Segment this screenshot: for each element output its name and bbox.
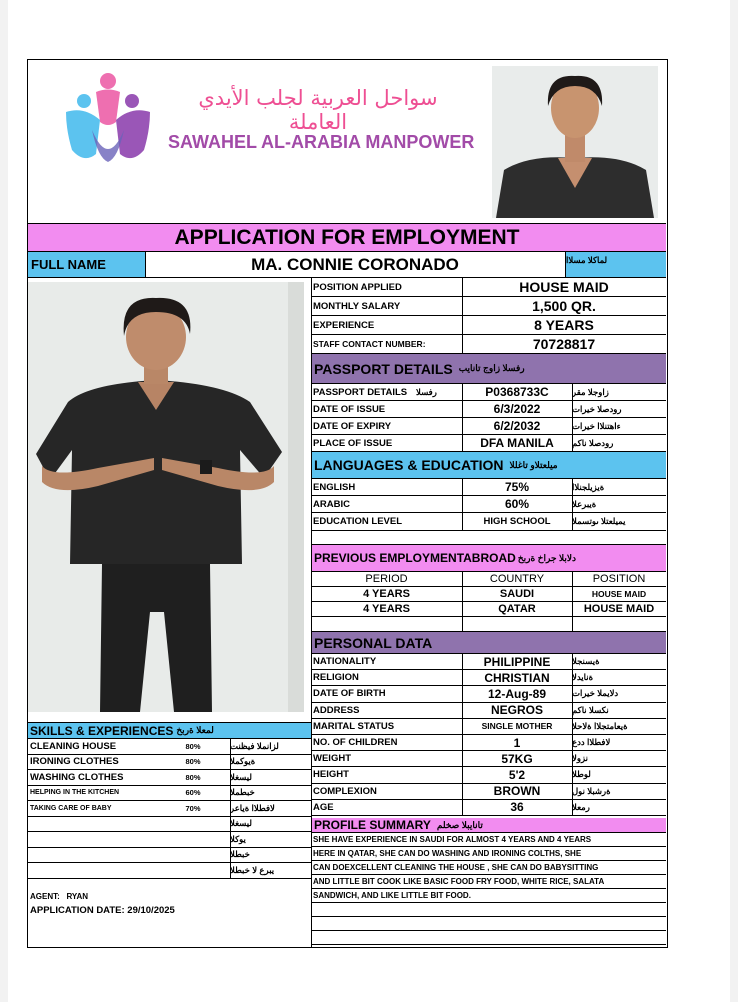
personal-value: CHRISTIAN xyxy=(484,670,550,685)
personal-data-header xyxy=(311,632,666,654)
skill-percentage: 80% xyxy=(185,772,201,782)
personal-label: HEIGHT xyxy=(313,769,349,781)
form-title: APPLICATION FOR EMPLOYMENT xyxy=(174,225,520,249)
passport-row xyxy=(311,401,666,418)
personal-data-row xyxy=(311,767,666,783)
passport-section-title-arabic: رفسلا زاوج تانايب xyxy=(458,363,525,373)
personal-data-row xyxy=(311,735,666,751)
personal-label: ADDRESS xyxy=(313,704,360,716)
passport-label: DATE OF EXPIRY xyxy=(313,420,392,432)
passport-label: PASSPORT DETAILS xyxy=(313,386,408,398)
skill-row xyxy=(28,817,311,833)
personal-value: 1 xyxy=(513,735,521,750)
employment-country xyxy=(462,617,572,631)
profile-summary-text-line: SANDWICH, AND LIKE LITTLE BIT FOOD. xyxy=(313,891,471,900)
passport-arabic-label: ءاهتنلاا خيرات xyxy=(572,420,621,431)
skill-row xyxy=(28,848,311,864)
skill-percentage xyxy=(168,863,218,878)
skill-percentage xyxy=(168,832,218,847)
personal-arabic-label: نزولا xyxy=(572,753,589,764)
education-arabic-label: يميلعتلا ىوتسملا xyxy=(572,516,626,526)
personal-value: 12-Aug-89 xyxy=(487,686,546,701)
personal-value: NEGROS xyxy=(490,703,543,718)
previous-employment-title: PREVIOUS EMPLOYMENTABROAD xyxy=(314,551,516,565)
profile-summary-line xyxy=(311,889,666,903)
job-value: 8 YEARS xyxy=(534,317,594,333)
personal-value: 57KG xyxy=(501,751,533,766)
previous-employment-title-arabic: دلابلا جراخ ةربخ xyxy=(517,552,577,563)
passport-row xyxy=(311,418,666,435)
job-value: 1,500 QR. xyxy=(532,298,596,314)
passport-row xyxy=(311,435,666,452)
application-form xyxy=(27,59,668,948)
personal-value: BROWN xyxy=(493,784,541,799)
profile-summary-line xyxy=(311,875,666,889)
profile-summary-line xyxy=(311,847,666,861)
personal-label: COMPLEXION xyxy=(313,785,377,797)
profile-summary-title-arabic: تانايبلا صخلم xyxy=(436,819,483,830)
skill-percentage xyxy=(168,817,218,832)
skill-arabic-label: ةيوكملا xyxy=(230,756,256,767)
job-label: POSITION APPLIED xyxy=(313,281,402,293)
logo-figures-icon xyxy=(62,72,154,172)
passport-value: 6/3/2022 xyxy=(493,402,541,416)
passport-arabic-label: رودصلا خيرات xyxy=(572,403,622,414)
personal-data-title: PERSONAL DATA xyxy=(314,634,433,651)
skill-row xyxy=(28,863,311,879)
employment-position: HOUSE MAID xyxy=(583,603,655,615)
personal-label: MARITAL STATUS xyxy=(313,720,395,732)
personal-arabic-label: لوطلا xyxy=(572,769,591,780)
employment-period: 4 YEARS xyxy=(363,603,410,615)
job-label: EXPERIENCE xyxy=(313,319,375,331)
person-full-photo-icon xyxy=(28,282,304,712)
personal-value: SINGLE MOTHER xyxy=(481,721,553,732)
passport-label-arabic: رفسلا xyxy=(416,386,437,397)
skill-percentage xyxy=(168,848,218,863)
spacer-row xyxy=(311,531,666,545)
skill-arabic-label: يوكلا xyxy=(230,833,246,844)
employment-period xyxy=(311,617,462,631)
company-logo xyxy=(62,72,154,172)
skill-arabic-label: لزانملا فيظنت xyxy=(230,740,279,751)
job-value: HOUSE MAID xyxy=(519,279,609,295)
personal-value: 36 xyxy=(510,800,524,815)
personal-label: NO. OF CHILDREN xyxy=(313,737,398,749)
skill-label xyxy=(28,863,146,878)
employment-period: 4 YEARS xyxy=(363,588,410,600)
personal-data-row xyxy=(311,686,666,702)
employment-position xyxy=(572,617,666,631)
skill-arabic-label: لافطلاا ةياعر xyxy=(230,802,275,813)
skill-label xyxy=(28,817,146,832)
job-row-position xyxy=(311,278,666,297)
personal-arabic-label: ةنايدلا xyxy=(572,672,594,683)
previous-employment-row xyxy=(311,587,666,602)
profile-summary-header xyxy=(311,818,666,833)
language-label: ARABIC xyxy=(313,498,350,510)
languages-section-header xyxy=(311,452,666,479)
passport-section-header xyxy=(311,354,666,384)
personal-arabic-label: ةرشبلا نول xyxy=(572,785,611,796)
personal-label: NATIONALITY xyxy=(313,656,377,668)
skill-arabic-label: خبطلا xyxy=(230,849,250,860)
education-value: HIGH SCHOOL xyxy=(483,516,551,527)
passport-label: DATE OF ISSUE xyxy=(313,403,386,415)
education-label: EDUCATION LEVEL xyxy=(313,516,403,527)
skill-label xyxy=(28,848,146,863)
passport-value: 6/2/2032 xyxy=(493,419,541,433)
form-title-bar xyxy=(28,223,666,252)
language-value: 75% xyxy=(504,480,530,494)
skill-row xyxy=(28,832,311,848)
applicant-full-photo xyxy=(28,282,304,712)
skill-label: HELPING IN THE KITCHEN xyxy=(30,789,120,797)
skill-label: CLEANING HOUSE xyxy=(30,740,117,752)
passport-arabic-label: رودصلا ناكم xyxy=(572,437,614,448)
personal-data-row xyxy=(311,751,666,767)
personal-arabic-label: رمعلا xyxy=(572,801,590,812)
skill-row xyxy=(28,801,311,817)
language-row xyxy=(311,496,666,513)
full-name-value: MA. CONNIE CORONADO xyxy=(251,254,459,274)
column-header-period: PERIOD xyxy=(365,573,408,585)
agent-label: AGENT: RYAN xyxy=(30,892,89,901)
personal-arabic-label: لافطلاا ددع xyxy=(572,737,611,748)
skill-percentage: 80% xyxy=(185,757,201,767)
skill-percentage: 70% xyxy=(185,803,201,813)
skill-percentage: 60% xyxy=(185,788,201,798)
skill-row xyxy=(28,770,311,786)
personal-data-row xyxy=(311,719,666,735)
skills-section-title: SKILLS & EXPERIENCES xyxy=(30,723,174,738)
personal-value: 5'2 xyxy=(508,767,526,782)
personal-data-row xyxy=(311,670,666,686)
personal-label: WEIGHT xyxy=(313,753,351,765)
personal-label: AGE xyxy=(313,801,334,813)
skills-section-header xyxy=(28,722,311,739)
person-photo-icon xyxy=(492,66,658,218)
company-name-arabic: سواحل العربية لجلب الأيدي العاملة xyxy=(198,86,438,134)
skill-percentage: 80% xyxy=(185,741,201,751)
job-row-contact xyxy=(311,335,666,354)
skills-section-title-arabic: لمعلا ةربخ xyxy=(176,725,214,735)
column-header-position: POSITION xyxy=(592,573,646,585)
personal-data-row xyxy=(311,703,666,719)
profile-summary-line xyxy=(311,861,666,875)
language-arabic-label: ةيزيلجنلاا xyxy=(572,481,605,492)
skill-label: IRONING CLOTHES xyxy=(30,756,119,768)
employment-position: HOUSE MAID xyxy=(591,589,647,599)
passport-section-title: PASSPORT DETAILS xyxy=(314,360,453,377)
languages-section-title-arabic: ميلعتلاو تاغللا xyxy=(509,459,558,470)
passport-label: PLACE OF ISSUE xyxy=(313,437,393,449)
languages-section-title: LANGUAGES & EDUCATION xyxy=(314,457,504,473)
company-name: SAWAHEL AL-ARABIA MANPOWER xyxy=(168,132,475,152)
skill-arabic-label: ليسغلا xyxy=(230,818,252,829)
job-row-experience xyxy=(311,316,666,335)
profile-summary-line xyxy=(311,917,666,931)
previous-employment-row xyxy=(311,617,666,632)
profile-summary-text-line: SHE HAVE EXPERIENCE IN SAUDI FOR ALMOST 4 YEARS AND 4 YEARS xyxy=(313,835,592,844)
profile-summary-text-line: AND LITTLE BIT COOK LIKE BASIC FOOD FRY FOOD, WHITE RICE, SALATA xyxy=(313,877,605,886)
employment-country: SAUDI xyxy=(499,588,535,600)
language-value: 60% xyxy=(504,497,530,511)
full-name-row xyxy=(28,252,666,278)
language-arabic-label: ةيبرعلا xyxy=(572,498,597,509)
personal-data-row xyxy=(311,654,666,670)
skill-row xyxy=(28,739,311,755)
passport-arabic-label: زاوجلا مقر xyxy=(572,386,609,397)
applicant-headshot xyxy=(492,66,658,218)
job-label: MONTHLY SALARY xyxy=(313,300,401,312)
full-name-arabic-label: لماكلا مسلاا xyxy=(566,252,666,277)
full-name-label: FULL NAME xyxy=(28,252,145,277)
profile-summary-title: PROFILE SUMMARY xyxy=(314,818,431,832)
passport-row xyxy=(311,384,666,401)
previous-employment-row xyxy=(311,602,666,617)
personal-data-row xyxy=(311,800,666,816)
language-label: ENGLISH xyxy=(313,481,356,493)
personal-arabic-label: ةيعامتجلاا ةلاحلا xyxy=(572,720,628,731)
personal-arabic-label: دلايملا خيرات xyxy=(572,688,619,699)
skill-label: WASHING CLOTHES xyxy=(30,771,124,783)
profile-summary-text-line: HERE IN QATAR, SHE CAN DO WASHING AND IRONING COLTHS, SHE xyxy=(313,849,582,858)
skill-row xyxy=(28,755,311,771)
language-row xyxy=(311,479,666,496)
profile-summary-line xyxy=(311,833,666,847)
personal-label: DATE OF BIRTH xyxy=(313,688,386,700)
education-row xyxy=(311,513,666,531)
passport-value: DFA MANILA xyxy=(480,436,554,450)
column-header-country: COUNTRY xyxy=(489,573,545,585)
personal-value: PHILIPPINE xyxy=(483,654,551,669)
skill-row xyxy=(28,786,311,802)
job-row-salary xyxy=(311,297,666,316)
previous-employment-column-headers xyxy=(311,572,666,587)
skill-arabic-label: ليسغلا xyxy=(230,771,252,782)
profile-summary-text-line: CAN DOEXCELLENT CLEANING THE HOUSE , SHE CAN DO BABYSITTING xyxy=(313,863,599,872)
employment-country: QATAR xyxy=(498,603,536,615)
personal-label: RELIGION xyxy=(313,672,359,684)
personal-data-row xyxy=(311,784,666,800)
application-date: APPLICATION DATE: 29/10/2025 xyxy=(30,905,175,916)
previous-employment-header xyxy=(311,545,666,572)
skill-arabic-label: يبرع لا خبطلا xyxy=(230,864,275,875)
skill-label xyxy=(28,832,146,847)
profile-summary-line xyxy=(311,903,666,917)
profile-summary-line xyxy=(311,931,666,945)
skill-label: TAKING CARE OF BABY xyxy=(30,804,112,812)
passport-value: P0368733C xyxy=(485,385,549,399)
skill-arabic-label: خبطملا xyxy=(230,787,255,798)
job-value: 70728817 xyxy=(532,336,596,352)
job-label: STAFF CONTACT NUMBER: xyxy=(313,339,426,349)
personal-arabic-label: ةيسنجلا xyxy=(572,656,600,667)
personal-arabic-label: نكسلا ناكم xyxy=(572,704,609,715)
